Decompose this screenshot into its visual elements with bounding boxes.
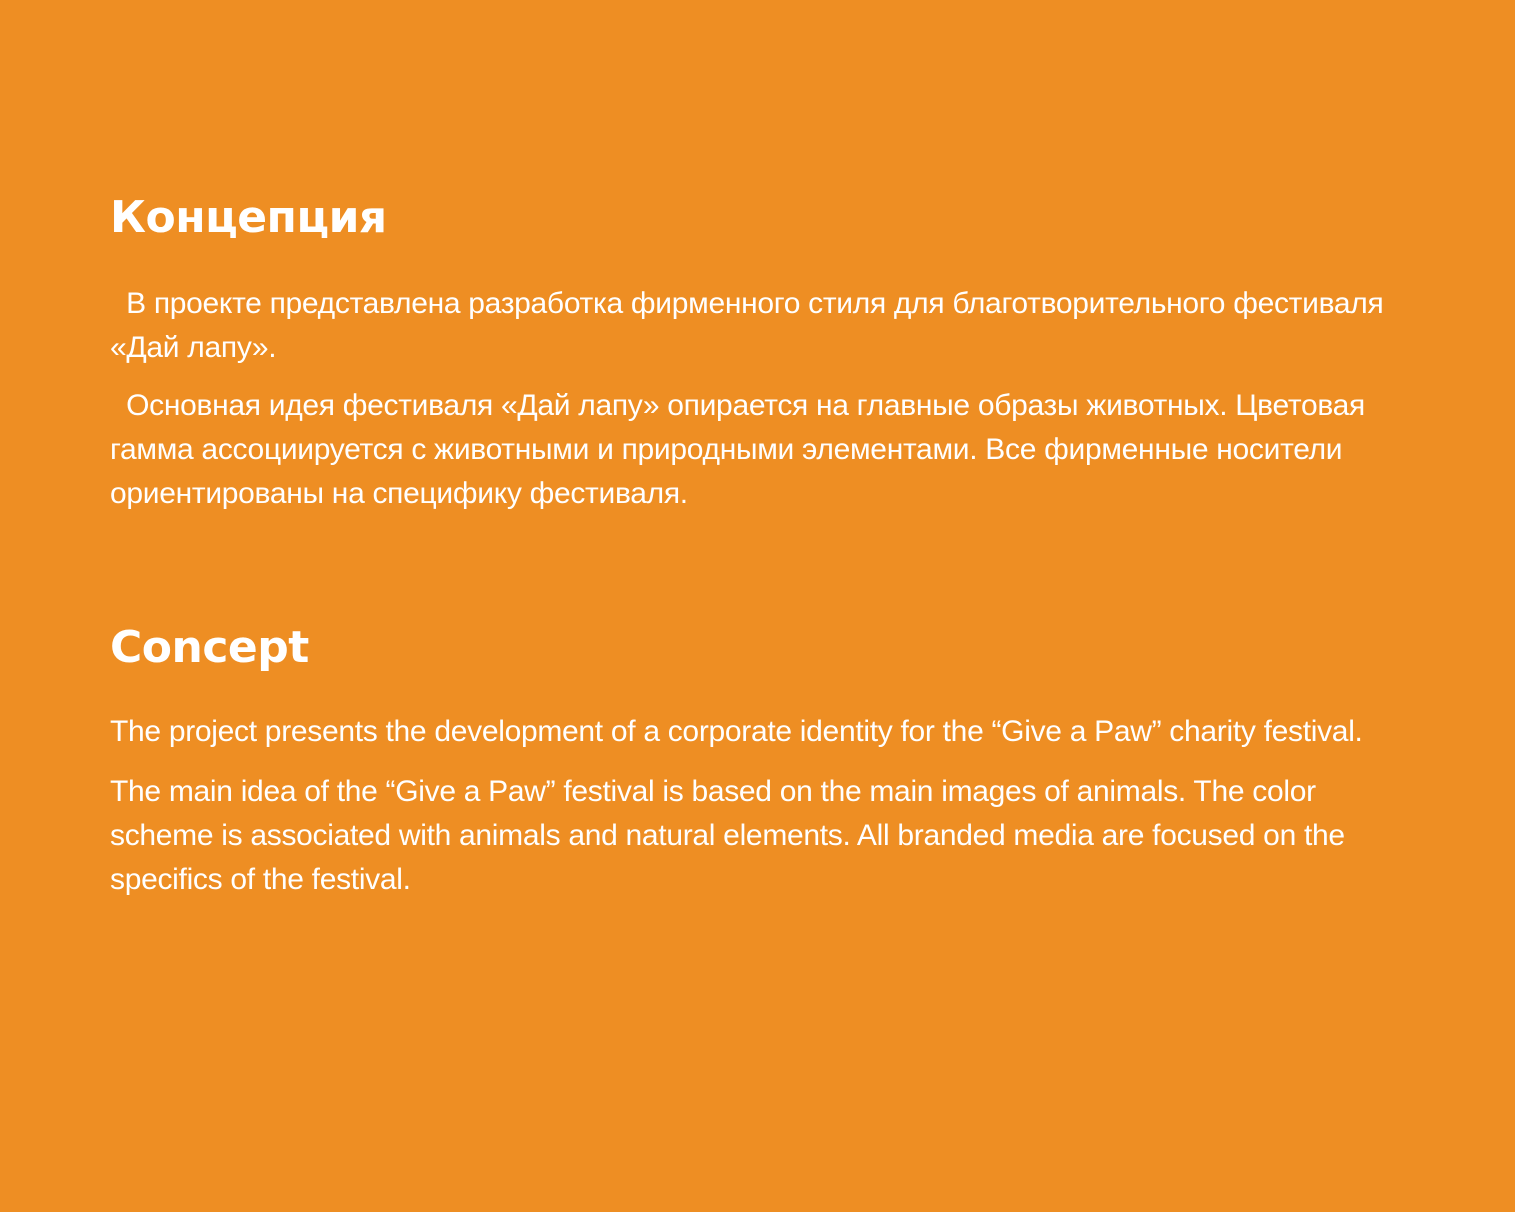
concept-section-english <box>110 620 1410 902</box>
heading-en: Concept <box>110 622 309 673</box>
paragraph-ru-2: Основная идея фестиваля «Дай лапу» опирается на главные образы животных. Цветовая гамма ассоциируется с животными и природными элементами. Все фирменные носители ориентированы на специфику фестиваля. <box>110 389 1374 510</box>
heading-ru: Концепция <box>110 192 387 243</box>
concept-section-russian <box>110 190 1410 516</box>
paragraph-en-2: The main idea of the “Give a Paw” festival is based on the main images of animals. The color scheme is associated with animals and natural elements. All branded media are focused on the specifics of the festival. <box>110 775 1345 896</box>
paragraph-en-1: The project presents the development of a corporate identity for the “Give a Paw” charity festival. <box>110 715 1363 748</box>
paragraph-ru-1: В проекте представлена разработка фирменного стиля для благотворительного фестиваля «Дай лапу». <box>110 287 1392 364</box>
